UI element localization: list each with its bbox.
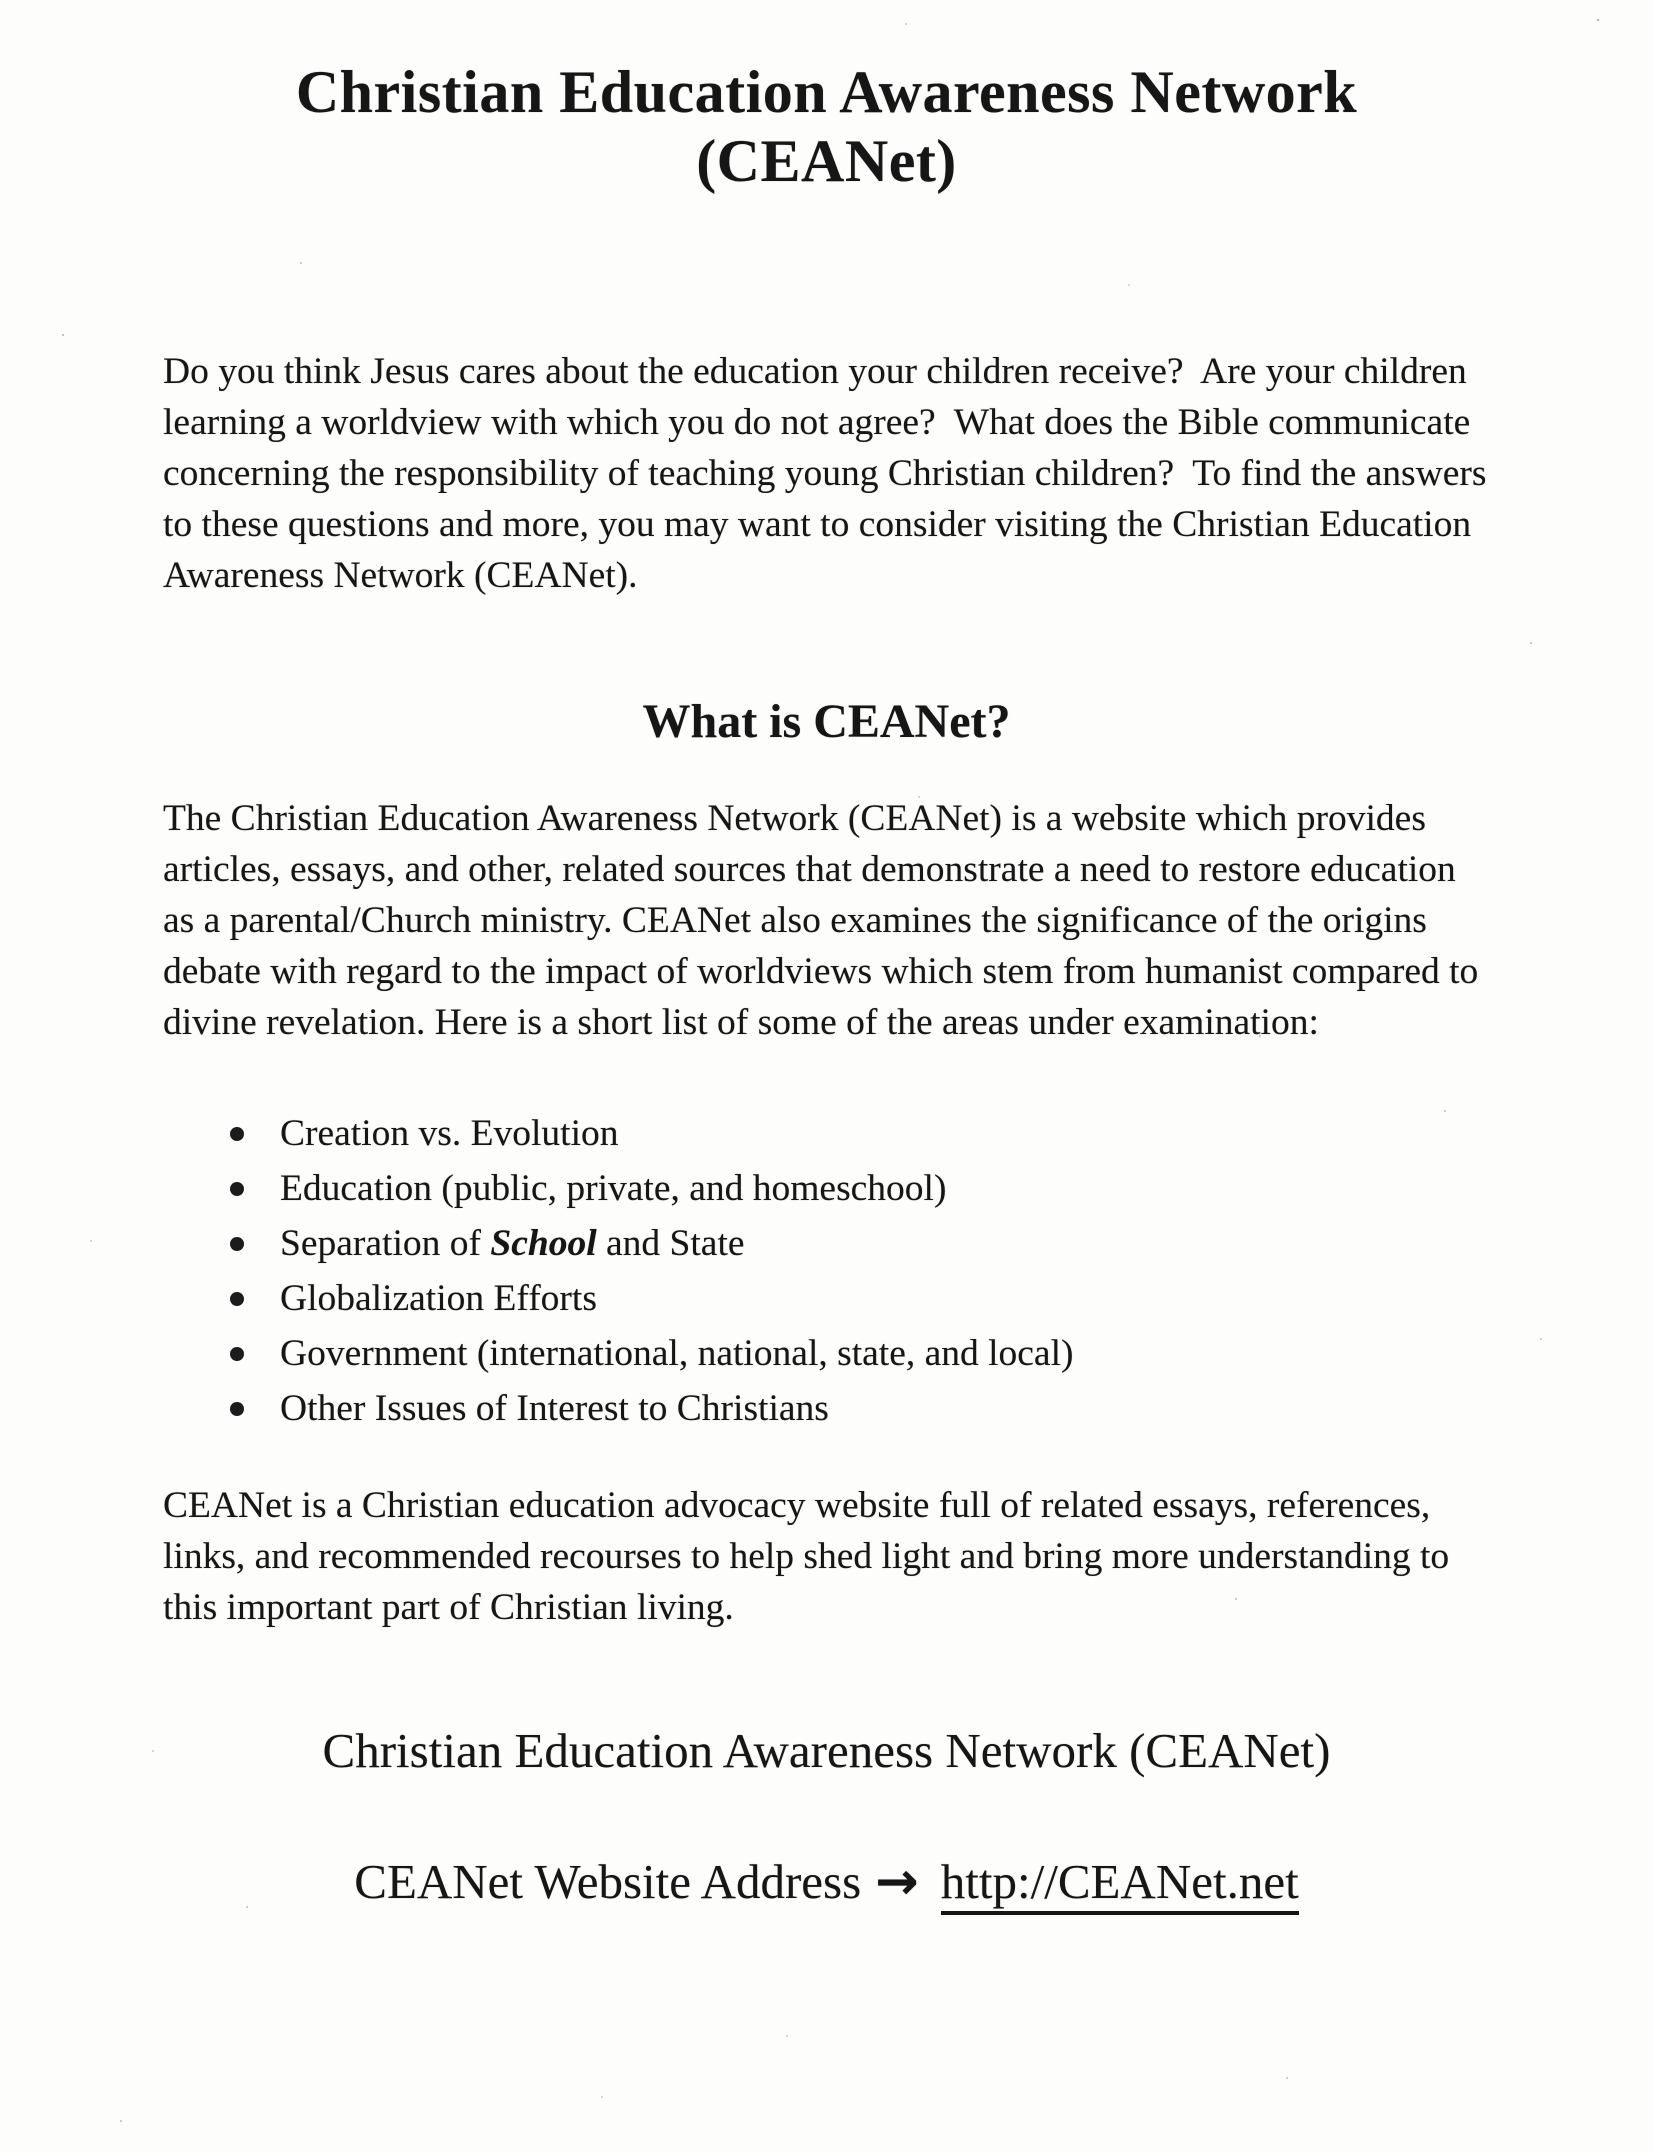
list-item-government xyxy=(228,1326,1160,1381)
list-item-text: Education (public, private, and homeschool) xyxy=(280,1168,947,1209)
list-item-text: Creation vs. Evolution xyxy=(280,1113,619,1154)
examination-topics-list xyxy=(228,1106,1160,1436)
list-item-creation-evolution xyxy=(228,1106,1160,1161)
intro-paragraph: Do you think Jesus cares about the education your children receive? Are your children learning a worldview with which you do not agree? What does the Bible communicate concerning the responsibility of teaching young Christian children? To find the answers to these questions and more, you may want to consider visiting the Christian Education Awareness Network (CEANet). xyxy=(163,351,1496,596)
section-heading-what-is-ceanet: What is CEANet? xyxy=(642,695,1011,748)
document-title-line2: (CEANet) xyxy=(696,128,957,194)
footer-organization-name: Christian Education Awareness Network (CEANet) xyxy=(322,1723,1331,1778)
list-item-text: and State xyxy=(596,1223,745,1264)
right-arrow-icon: → xyxy=(875,1852,919,1912)
list-item-globalization xyxy=(228,1271,1160,1326)
list-item-separation-school-state xyxy=(228,1216,1160,1271)
list-item-education xyxy=(228,1161,1160,1216)
list-item-text: Separation of xyxy=(280,1223,491,1264)
emphasized-word-school: School xyxy=(490,1223,597,1264)
website-url: http://CEANet.net xyxy=(941,1854,1299,1915)
document-title-line1: Christian Education Awareness Network xyxy=(295,59,1358,125)
footer-website-line xyxy=(0,1851,1653,1912)
list-item-text: Other Issues of Interest to Christians xyxy=(280,1388,829,1429)
document-title xyxy=(0,58,1653,196)
list-item-text: Globalization Efforts xyxy=(280,1278,597,1319)
website-address-label: CEANet Website Address xyxy=(354,1854,862,1909)
list-item-text: Government (international, national, state, and local) xyxy=(280,1333,1074,1374)
overview-paragraph: The Christian Education Awareness Network (CEANet) is a website which provides articles, essays, and other, related sources that demonstrate a need to restore education as a parental/Church ministry. CEANet also examines the significance of the origins debate with regard to the impact of worldviews which stem from humanist compared to divine revelation. Here is a short list of some of the areas under examination: xyxy=(163,798,1488,1043)
closing-paragraph: CEANet is a Christian education advocacy website full of related essays, references, links, and recommended recourses to help shed light and bring more understanding to this important part of Christian living. xyxy=(163,1485,1459,1628)
list-item-other-issues xyxy=(228,1381,1160,1436)
scan-noise-specks xyxy=(0,0,2,2)
